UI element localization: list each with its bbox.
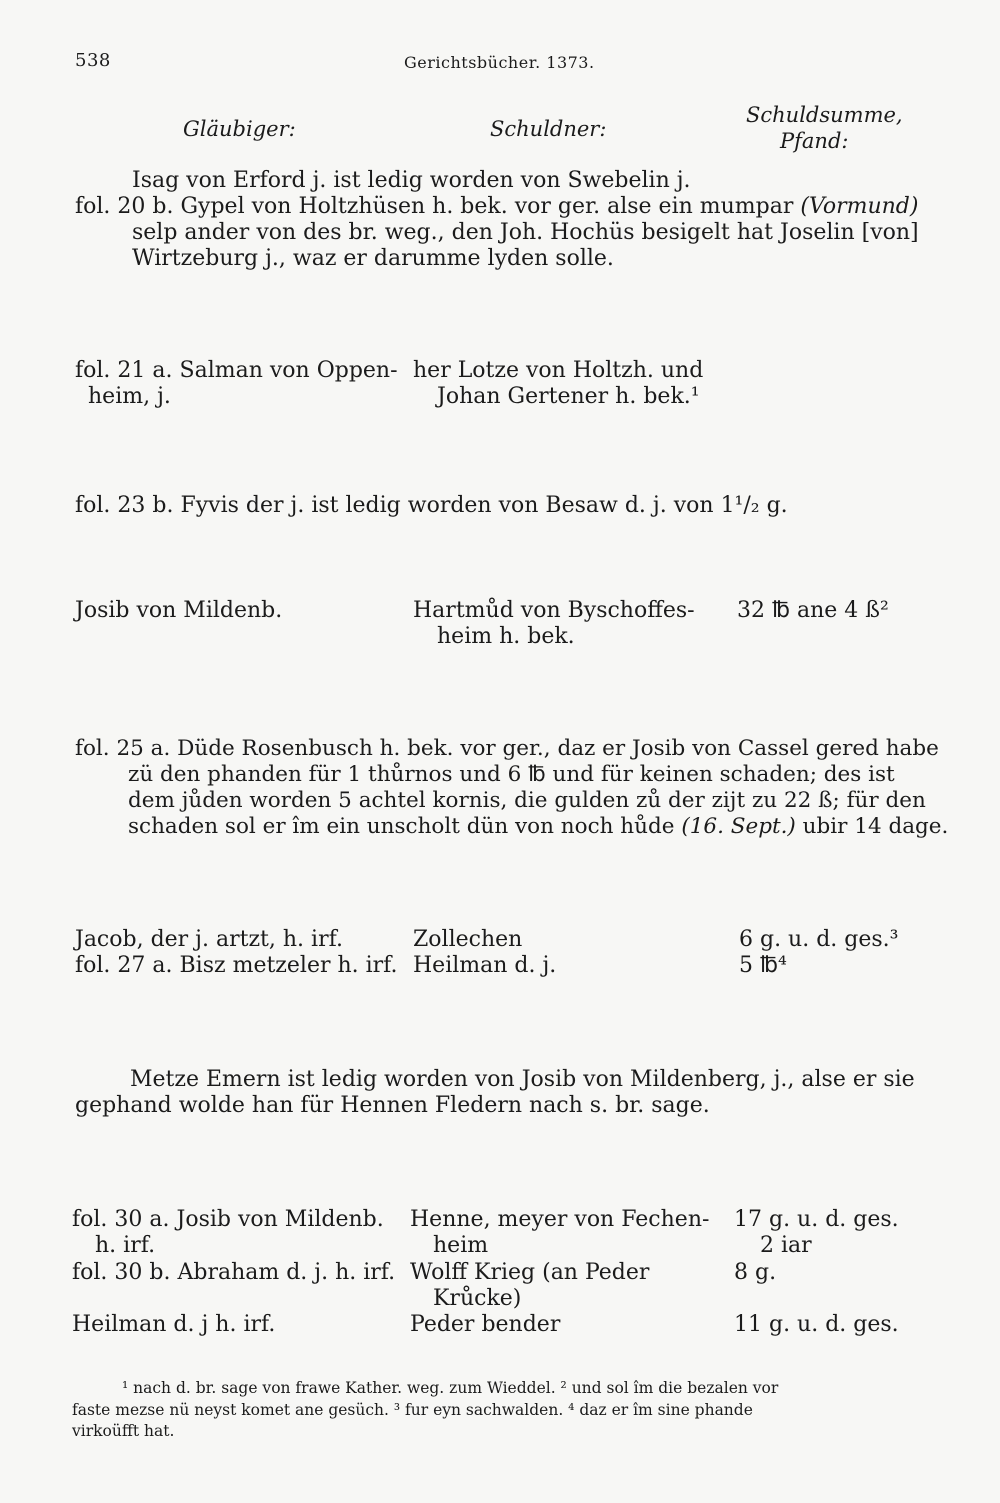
debtor-cell: Heilman d. j. bbox=[413, 953, 557, 978]
creditor-cell: Jacob, der j. artzt, h. irf. bbox=[75, 927, 343, 952]
page-number: 538 bbox=[75, 50, 111, 71]
amount-cell: 32 ℔ ane 4 ß² bbox=[737, 598, 889, 623]
entry-line: fol. 23 b. Fyvis der j. ist ledig worden von Besaw d. j. von 1¹/₂ g. bbox=[75, 493, 788, 518]
column-header-creditor: Gläubiger: bbox=[183, 117, 296, 141]
amount-cell: 2 iar bbox=[760, 1233, 812, 1258]
column-header-debtor: Schuldner: bbox=[490, 117, 607, 141]
debtor-cell: Wolff Krieg (an Peder bbox=[410, 1260, 650, 1285]
entry-line: zü den phanden für 1 thůrnos und 6 ℔ und für keinen schaden; des ist bbox=[128, 762, 895, 787]
debtor-cell: heim bbox=[433, 1233, 489, 1258]
creditor-cell: Josib von Mildenb. bbox=[75, 598, 283, 623]
creditor-cell: h. irf. bbox=[95, 1233, 156, 1258]
debtor-cell: Hartmůd von Byschoffes- bbox=[413, 598, 695, 623]
debtor-cell: Johan Gertener h. bek.¹ bbox=[437, 384, 700, 409]
column-header-amount-line1: Schuldsumme, bbox=[746, 103, 903, 127]
entry-line bbox=[128, 814, 948, 840]
running-title: Gerichtsbücher. 1373. bbox=[404, 53, 595, 72]
creditor-cell: fol. 30 b. Abraham d. j. h. irf. bbox=[72, 1260, 396, 1285]
entry-text: fol. 20 b. Gypel von Holtzhüsen h. bek. vor ger. alse ein mumpar bbox=[75, 194, 794, 219]
debtor-cell: her Lotze von Holtzh. und bbox=[413, 358, 704, 383]
entry-line: Metze Emern ist ledig worden von Josib von Mildenberg, j., alse er sie bbox=[130, 1067, 915, 1092]
amount-cell: 17 g. u. d. ges. bbox=[734, 1207, 899, 1232]
debtor-cell: Zollechen bbox=[413, 927, 523, 952]
column-header-amount-line2: Pfand: bbox=[780, 129, 849, 153]
footnote-line: virkoüfft hat. bbox=[72, 1422, 175, 1440]
amount-cell: 6 g. u. d. ges.³ bbox=[739, 927, 899, 952]
debtor-cell: Peder bender bbox=[410, 1312, 561, 1337]
amount-cell: 8 g. bbox=[734, 1260, 777, 1285]
creditor-cell: fol. 21 a. Salman von Oppen- bbox=[75, 358, 398, 383]
debtor-cell: Henne, meyer von Fechen- bbox=[410, 1207, 710, 1232]
footnote-line: ¹ nach d. br. sage von frawe Kather. weg. zum Wieddel. ² und sol îm die bezalen vor bbox=[122, 1379, 779, 1397]
entry-gloss: (Vormund) bbox=[800, 194, 919, 219]
creditor-cell: fol. 27 a. Bisz metzeler h. irf. bbox=[75, 953, 398, 978]
entry-line: dem jůden worden 5 achtel kornis, die gulden zů der zijt zu 22 ß; für den bbox=[128, 788, 926, 813]
entry-line bbox=[75, 194, 918, 220]
creditor-cell: Heilman d. j h. irf. bbox=[72, 1312, 276, 1337]
amount-cell: 11 g. u. d. ges. bbox=[734, 1312, 899, 1337]
footnote-line: faste mezse nü neyst komet ane gesüch. ³ fur eyn sachwalden. ⁴ daz er îm sine phande bbox=[72, 1401, 753, 1419]
creditor-cell: fol. 30 a. Josib von Mildenb. bbox=[72, 1207, 384, 1232]
entry-line: Isag von Erford j. ist ledig worden von Swebelin j. bbox=[132, 168, 691, 193]
amount-cell: 5 ℔⁴ bbox=[739, 953, 787, 978]
entry-line: Wirtzeburg j., waz er darumme lyden solle. bbox=[132, 246, 614, 271]
creditor-cell: heim, j. bbox=[88, 384, 171, 409]
entry-text: ubir 14 dage. bbox=[802, 814, 949, 839]
debtor-cell: Krůcke) bbox=[433, 1286, 522, 1311]
entry-line: selp ander von des br. weg., den Joh. Hochüs besigelt hat Joselin [von] bbox=[132, 220, 919, 245]
entry-date: (16. Sept.) bbox=[681, 814, 796, 839]
entry-line: fol. 25 a. Düde Rosenbusch h. bek. vor ger., daz er Josib von Cassel gered habe bbox=[75, 736, 939, 761]
entry-text: schaden sol er îm ein unscholt dün von noch hůde bbox=[128, 814, 675, 839]
entry-line: gephand wolde han für Hennen Fledern nach s. br. sage. bbox=[75, 1093, 710, 1118]
debtor-cell: heim h. bek. bbox=[437, 624, 575, 649]
